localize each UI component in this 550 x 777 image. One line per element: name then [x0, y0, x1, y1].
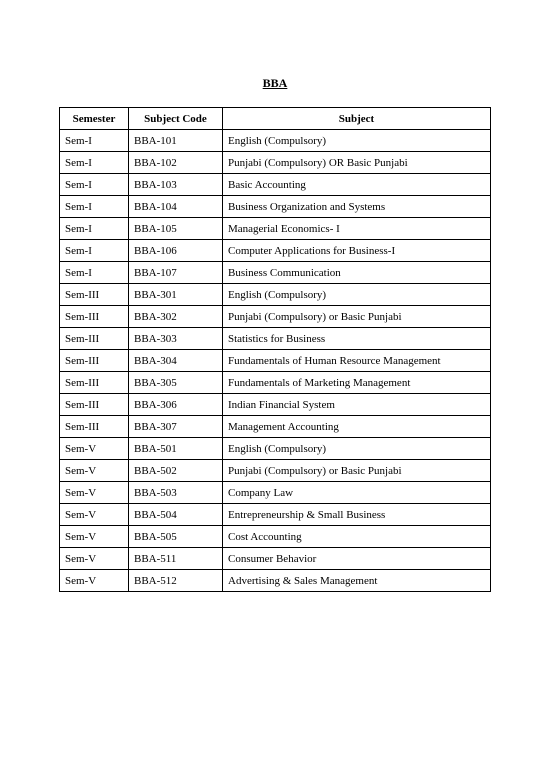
- table-row: [60, 328, 491, 350]
- table-header-row: [60, 108, 491, 130]
- subject-code-cell: BBA-106: [129, 240, 223, 262]
- column-header-semester: Semester: [60, 108, 129, 130]
- subject-cell: Managerial Economics- I: [223, 218, 491, 240]
- subject-cell: Management Accounting: [223, 416, 491, 438]
- semester-cell: Sem-III: [60, 416, 129, 438]
- table-row: [60, 350, 491, 372]
- subject-cell: English (Compulsory): [223, 130, 491, 152]
- table-row: [60, 174, 491, 196]
- table-row: [60, 504, 491, 526]
- semester-cell: Sem-I: [60, 174, 129, 196]
- subject-code-cell: BBA-101: [129, 130, 223, 152]
- subject-cell: Fundamentals of Human Resource Management: [223, 350, 491, 372]
- subject-cell: Punjabi (Compulsory) OR Basic Punjabi: [223, 152, 491, 174]
- subject-code-cell: BBA-511: [129, 548, 223, 570]
- subject-code-cell: BBA-502: [129, 460, 223, 482]
- subject-code-cell: BBA-105: [129, 218, 223, 240]
- subject-code-cell: BBA-301: [129, 284, 223, 306]
- table-row: [60, 570, 491, 592]
- semester-cell: Sem-V: [60, 438, 129, 460]
- semester-cell: Sem-III: [60, 306, 129, 328]
- semester-cell: Sem-III: [60, 372, 129, 394]
- table-row: [60, 196, 491, 218]
- semester-cell: Sem-III: [60, 394, 129, 416]
- column-header-subject: Subject: [223, 108, 491, 130]
- table-row: [60, 548, 491, 570]
- semester-cell: Sem-I: [60, 240, 129, 262]
- document-title: BBA: [262, 76, 288, 90]
- table-row: [60, 416, 491, 438]
- table-row: [60, 306, 491, 328]
- semester-cell: Sem-V: [60, 482, 129, 504]
- semester-cell: Sem-V: [60, 548, 129, 570]
- semester-cell: Sem-V: [60, 570, 129, 592]
- semester-cell: Sem-III: [60, 284, 129, 306]
- table-row: [60, 262, 491, 284]
- subject-code-cell: BBA-505: [129, 526, 223, 548]
- table-row: [60, 218, 491, 240]
- subject-code-cell: BBA-503: [129, 482, 223, 504]
- table-row: [60, 152, 491, 174]
- subject-code-cell: BBA-307: [129, 416, 223, 438]
- subject-cell: Entrepreneurship & Small Business: [223, 504, 491, 526]
- table-row: [60, 284, 491, 306]
- subject-code-cell: BBA-104: [129, 196, 223, 218]
- table-row: [60, 526, 491, 548]
- subject-cell: Advertising & Sales Management: [223, 570, 491, 592]
- table-row: [60, 482, 491, 504]
- subject-cell: Indian Financial System: [223, 394, 491, 416]
- table-row: [60, 438, 491, 460]
- semester-cell: Sem-I: [60, 152, 129, 174]
- subject-code-cell: BBA-304: [129, 350, 223, 372]
- subject-cell: Statistics for Business: [223, 328, 491, 350]
- subject-code-cell: BBA-303: [129, 328, 223, 350]
- semester-cell: Sem-I: [60, 218, 129, 240]
- subject-cell: Fundamentals of Marketing Management: [223, 372, 491, 394]
- subject-cell: English (Compulsory): [223, 438, 491, 460]
- subjects-table: [59, 107, 491, 592]
- table-row: [60, 460, 491, 482]
- column-header-subject-code: Subject Code: [129, 108, 223, 130]
- semester-cell: Sem-I: [60, 196, 129, 218]
- table-body: [60, 130, 491, 592]
- semester-cell: Sem-III: [60, 350, 129, 372]
- subject-code-cell: BBA-107: [129, 262, 223, 284]
- semester-cell: Sem-V: [60, 526, 129, 548]
- subject-cell: English (Compulsory): [223, 284, 491, 306]
- subject-code-cell: BBA-501: [129, 438, 223, 460]
- semester-cell: Sem-V: [60, 460, 129, 482]
- subject-code-cell: BBA-302: [129, 306, 223, 328]
- subject-cell: Company Law: [223, 482, 491, 504]
- table-row: [60, 130, 491, 152]
- subject-code-cell: BBA-306: [129, 394, 223, 416]
- semester-cell: Sem-I: [60, 130, 129, 152]
- subject-cell: Punjabi (Compulsory) or Basic Punjabi: [223, 306, 491, 328]
- subject-cell: Consumer Behavior: [223, 548, 491, 570]
- subject-cell: Cost Accounting: [223, 526, 491, 548]
- subject-cell: Business Organization and Systems: [223, 196, 491, 218]
- subject-code-cell: BBA-103: [129, 174, 223, 196]
- table-row: [60, 372, 491, 394]
- subject-code-cell: BBA-305: [129, 372, 223, 394]
- semester-cell: Sem-V: [60, 504, 129, 526]
- table-row: [60, 394, 491, 416]
- semester-cell: Sem-III: [60, 328, 129, 350]
- subject-cell: Business Communication: [223, 262, 491, 284]
- subject-cell: Computer Applications for Business-I: [223, 240, 491, 262]
- subject-code-cell: BBA-504: [129, 504, 223, 526]
- subject-cell: Punjabi (Compulsory) or Basic Punjabi: [223, 460, 491, 482]
- subject-code-cell: BBA-102: [129, 152, 223, 174]
- subject-cell: Basic Accounting: [223, 174, 491, 196]
- subject-code-cell: BBA-512: [129, 570, 223, 592]
- table-row: [60, 240, 491, 262]
- semester-cell: Sem-I: [60, 262, 129, 284]
